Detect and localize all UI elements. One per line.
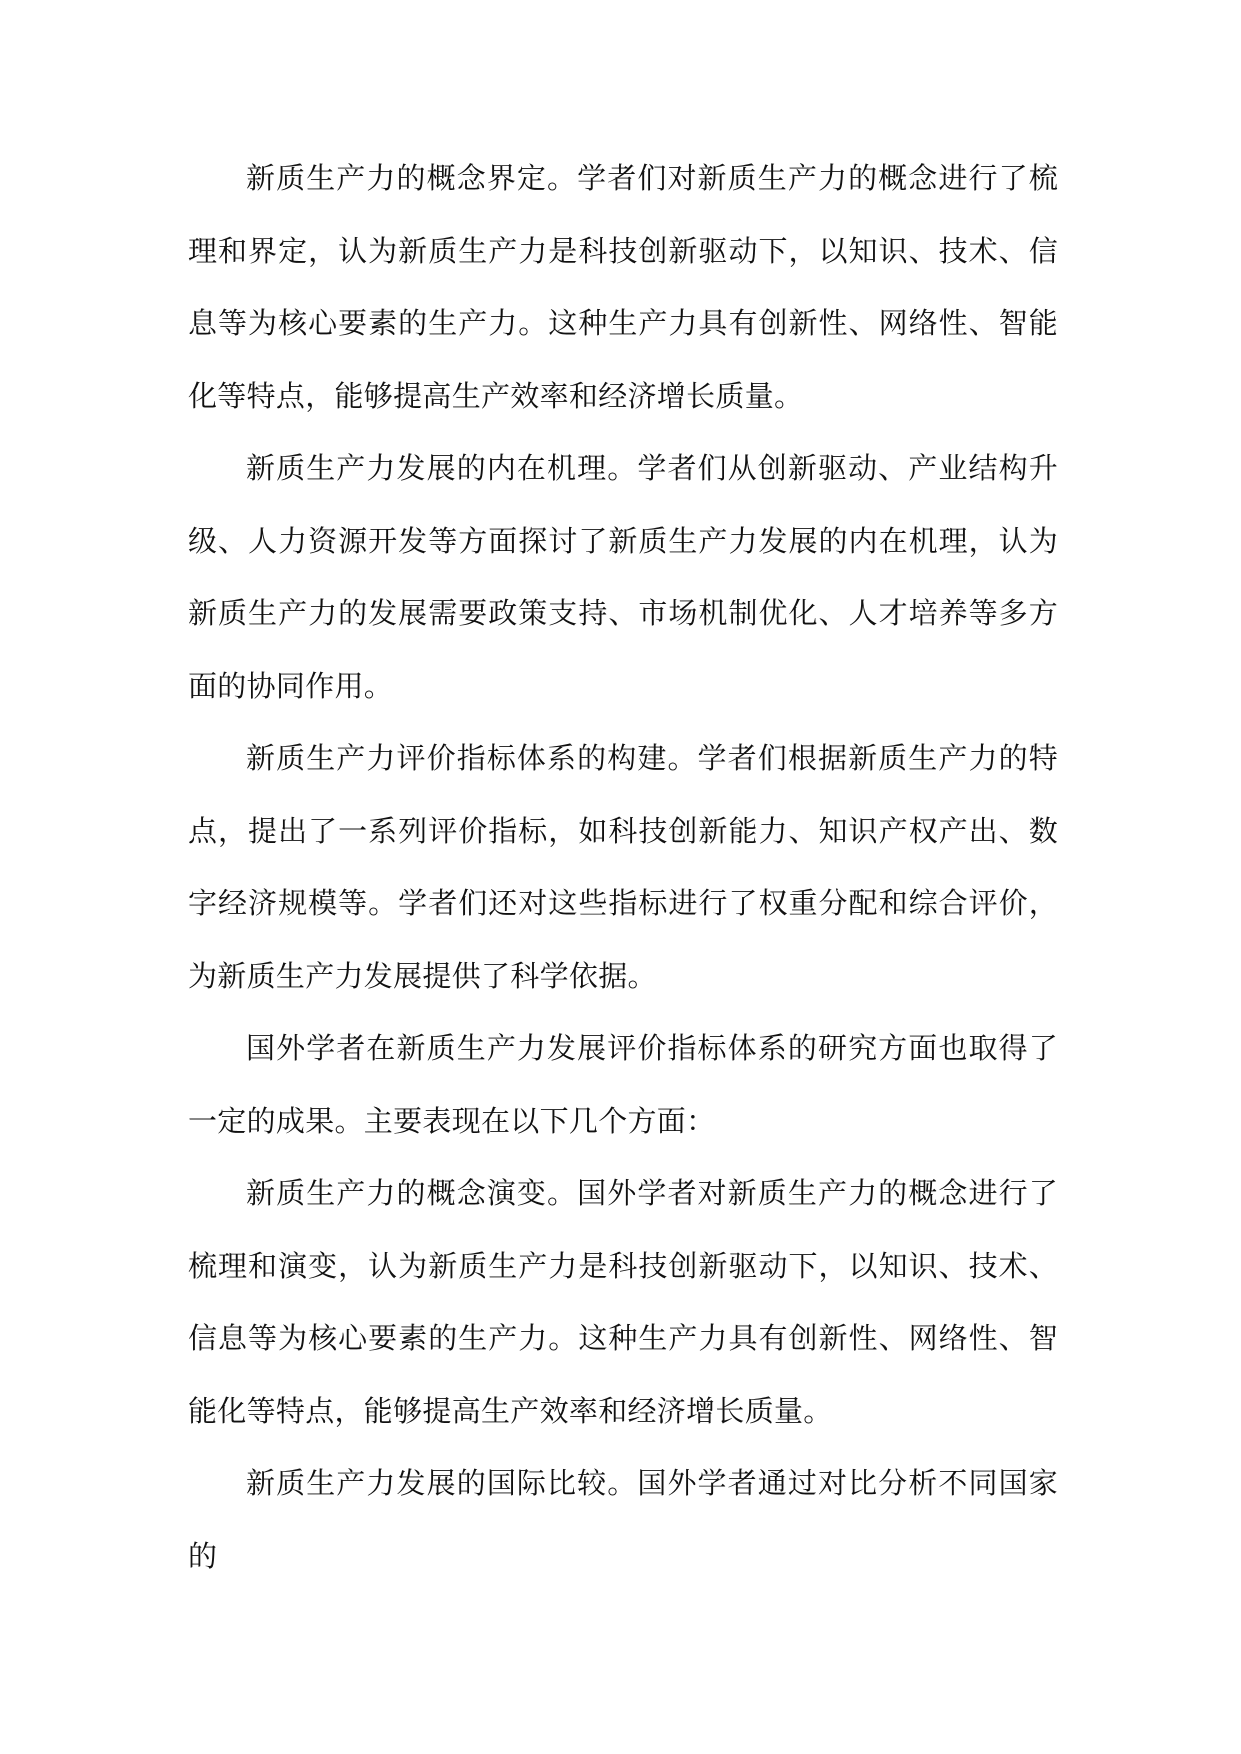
document-body: [188, 142, 1058, 1592]
paragraph-internal-mechanism: 新质生产力发展的内在机理。学者们从创新驱动、产业结构升级、人力资源开发等方面探讨了新质生产力发展的内在机理，认为新质生产力的发展需要政策支持、市场机制优化、人才培养等多方面的协同作用。: [188, 451, 1058, 703]
paragraph-concept-definition: 新质生产力的概念界定。学者们对新质生产力的概念进行了梳理和界定，认为新质生产力是科技创新驱动下，以知识、技术、信息等为核心要素的生产力。这种生产力具有创新性、网络性、智能化等特点，能够提高生产效率和经济增长质量。: [188, 161, 1058, 413]
paragraph-concept-evolution: 新质生产力的概念演变。国外学者对新质生产力的概念进行了梳理和演变，认为新质生产力是科技创新驱动下，以知识、技术、信息等为核心要素的生产力。这种生产力具有创新性、网络性、智能化等特点，能够提高生产效率和经济增长质量。: [188, 1176, 1058, 1428]
paragraph-foreign-research-intro: 国外学者在新质生产力发展评价指标体系的研究方面也取得了一定的成果。主要表现在以下几个方面：: [188, 1031, 1058, 1138]
paragraph-evaluation-index-system: 新质生产力评价指标体系的构建。学者们根据新质生产力的特点，提出了一系列评价指标，如科技创新能力、知识产权产出、数字经济规模等。学者们还对这些指标进行了权重分配和综合评价，为新质生产力发展提供了科学依据。: [188, 741, 1058, 993]
paragraph-international-comparison: 新质生产力发展的国际比较。国外学者通过对比分析不同国家的: [188, 1466, 1058, 1573]
